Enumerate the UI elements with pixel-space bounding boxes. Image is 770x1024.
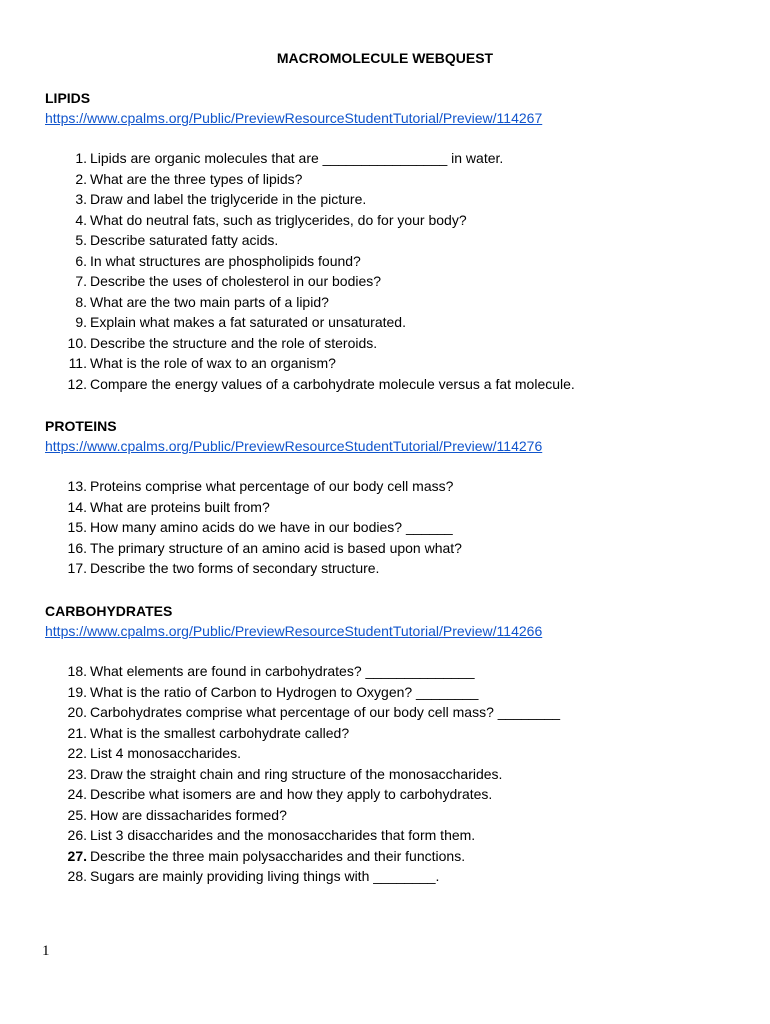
- section-heading: LIPIDS: [45, 90, 91, 106]
- question-item: [45, 743, 735, 764]
- question-text: Describe what isomers are and how they apply to carbohydrates.: [90, 786, 493, 802]
- question-number: 13.: [67, 478, 87, 494]
- question-number: 16.: [67, 539, 87, 556]
- question-item: [45, 682, 735, 703]
- question-item: [45, 866, 735, 887]
- question-text: In what structures are phospholipids found?: [90, 252, 361, 269]
- section-proteins: [45, 416, 735, 579]
- section-link[interactable]: https://www.cpalms.org/Public/PreviewResourceStudentTutorial/Preview/114266: [45, 623, 543, 639]
- question-text: Draw and label the triglyceride in the picture.: [90, 191, 367, 207]
- question-number: 20.: [67, 704, 87, 720]
- question-number: 18.: [67, 663, 87, 679]
- question-item: [45, 271, 735, 292]
- question-item: [45, 497, 735, 518]
- question-text: Carbohydrates comprise what percentage of our body cell mass? ________: [90, 704, 561, 720]
- question-number: 5.: [75, 232, 87, 248]
- question-text: How are dissacharides formed?: [90, 806, 287, 823]
- question-item: [45, 292, 735, 313]
- question-number: 8.: [75, 293, 87, 310]
- question-number: 2.: [75, 170, 87, 187]
- question-number: 22.: [67, 745, 87, 761]
- question-number: 27.: [67, 847, 87, 864]
- question-number: 3.: [75, 191, 87, 207]
- question-number: 26.: [67, 827, 87, 843]
- question-text: What are the two main parts of a lipid?: [90, 293, 329, 310]
- question-item: [45, 764, 735, 785]
- question-item: [45, 723, 735, 744]
- question-item: [45, 230, 735, 251]
- section-lipids: [45, 88, 735, 394]
- question-text: Compare the energy values of a carbohydrate molecule versus a fat molecule.: [90, 375, 575, 392]
- question-item: [45, 374, 735, 395]
- question-number: 14.: [67, 498, 87, 515]
- question-number: 6.: [75, 252, 87, 269]
- question-text: Describe the two forms of secondary structure.: [90, 560, 380, 576]
- section-link[interactable]: https://www.cpalms.org/Public/PreviewResourceStudentTutorial/Preview/114267: [45, 110, 543, 126]
- question-item: [45, 251, 735, 272]
- question-item: [45, 148, 735, 169]
- question-text: What are proteins built from?: [90, 498, 270, 515]
- question-number: 24.: [67, 786, 87, 802]
- question-item: [45, 210, 735, 231]
- question-text: The primary structure of an amino acid is based upon what?: [90, 539, 462, 556]
- question-number: 21.: [67, 724, 87, 741]
- question-text: List 4 monosaccharides.: [90, 745, 241, 761]
- question-item: [45, 661, 735, 682]
- page-number: 1: [42, 943, 50, 959]
- question-item: [45, 476, 735, 497]
- question-text: How many amino acids do we have in our bodies? ______: [90, 519, 453, 535]
- question-text: Draw the straight chain and ring structure of the monosaccharides.: [90, 765, 503, 782]
- question-number: 12.: [67, 375, 87, 392]
- question-number: 9.: [75, 314, 87, 330]
- question-item: [45, 353, 735, 374]
- question-number: 19.: [67, 683, 87, 700]
- question-number: 25.: [67, 806, 87, 823]
- question-text: Describe the three main polysaccharides and their functions.: [90, 847, 466, 864]
- question-item: [45, 189, 735, 210]
- question-text: What do neutral fats, such as triglycerides, do for your body?: [90, 211, 467, 228]
- question-list: [45, 148, 735, 394]
- question-item: [45, 805, 735, 826]
- question-number: 28.: [67, 868, 87, 884]
- question-number: 1.: [75, 150, 87, 166]
- question-number: 10.: [67, 334, 87, 351]
- question-text: What are the three types of lipids?: [90, 170, 303, 187]
- question-item: [45, 825, 735, 846]
- question-number: 4.: [75, 211, 87, 228]
- question-text: Explain what makes a fat saturated or unsaturated.: [90, 314, 406, 330]
- question-list: [45, 661, 735, 887]
- question-item: [45, 517, 735, 538]
- question-number: 7.: [75, 273, 87, 289]
- question-text: Sugars are mainly providing living things with ________.: [90, 868, 440, 884]
- section-heading: CARBOHYDRATES: [45, 603, 173, 619]
- question-text: Describe saturated fatty acids.: [90, 232, 279, 248]
- question-number: 11.: [68, 355, 87, 371]
- question-item: [45, 333, 735, 354]
- section-link[interactable]: https://www.cpalms.org/Public/PreviewResourceStudentTutorial/Preview/114276: [45, 438, 543, 454]
- question-item: [45, 702, 735, 723]
- question-text: List 3 disaccharides and the monosaccharides that form them.: [90, 827, 476, 843]
- question-item: [45, 558, 735, 579]
- question-text: Lipids are organic molecules that are ________________ in water.: [90, 150, 504, 166]
- question-text: What is the smallest carbohydrate called?: [90, 724, 350, 741]
- question-item: [45, 846, 735, 867]
- question-item: [45, 538, 735, 559]
- question-text: What elements are found in carbohydrates? ______________: [90, 663, 475, 679]
- question-number: 23.: [67, 765, 87, 782]
- question-item: [45, 312, 735, 333]
- question-text: Proteins comprise what percentage of our body cell mass?: [90, 478, 454, 494]
- section-carbohydrates: [45, 601, 735, 887]
- section-heading: PROTEINS: [45, 418, 117, 434]
- question-number: 15.: [67, 519, 87, 535]
- page-title: MACROMOLECULE WEBQUEST: [276, 50, 494, 66]
- question-item: [45, 784, 735, 805]
- question-text: Describe the uses of cholesterol in our bodies?: [90, 273, 382, 289]
- question-list: [45, 476, 735, 579]
- question-item: [45, 169, 735, 190]
- question-text: What is the ratio of Carbon to Hydrogen to Oxygen? ________: [90, 683, 479, 700]
- question-number: 17.: [67, 560, 87, 576]
- question-text: What is the role of wax to an organism?: [90, 355, 336, 371]
- question-text: Describe the structure and the role of steroids.: [90, 334, 378, 351]
